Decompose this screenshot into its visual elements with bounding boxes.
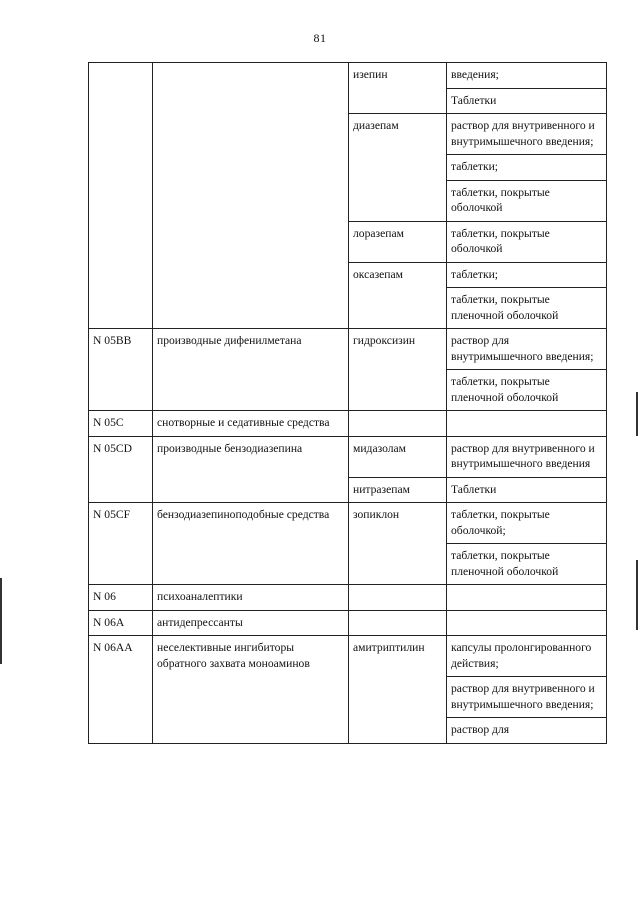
dosage-form-cell-text: раствор для внутримышечного введения; (451, 334, 594, 363)
dosage-form-cell-text: таблетки, покрытые оболочкой; (451, 508, 550, 537)
group-name-cell-text: неселективные ингибиторы обратного захвата моноаминов (157, 641, 310, 670)
drug-name-cell-text: оксазепам (353, 267, 403, 281)
table-row (89, 503, 607, 544)
table-row (89, 411, 607, 437)
dosage-form-cell (447, 63, 607, 89)
group-name-cell-text: производные дифенилметана (157, 334, 302, 347)
atc-code-cell (89, 329, 153, 411)
dosage-form-cell-text: таблетки, покрытые оболочкой (451, 226, 550, 255)
group-name-cell-text: бензодиазепиноподобные средства (157, 508, 330, 521)
dosage-form-cell-text: раствор для внутривенного и внутримышечного введения; (451, 119, 595, 148)
dosage-form-cell-text: раствор для внутривенного и внутримышечного введения; (451, 682, 595, 711)
group-name-cell (153, 636, 349, 744)
dosage-form-cell-text: капсулы пролонгированного действия; (451, 641, 592, 670)
atc-code-cell-text: N 05CF (93, 508, 131, 521)
dosage-form-cell (447, 436, 607, 477)
dosage-form-cell (447, 88, 607, 114)
drug-name-cell-text: нитразепам (353, 482, 410, 496)
dosage-form-cell (447, 411, 607, 437)
group-name-cell (153, 411, 349, 437)
drug-name-cell (349, 63, 447, 114)
drug-name-cell (349, 477, 447, 503)
group-name-cell (153, 63, 349, 329)
atc-code-cell (89, 436, 153, 503)
drug-name-cell-text: зопиклон (353, 508, 400, 521)
dosage-form-cell (447, 718, 607, 744)
scan-edge-mark (636, 560, 638, 630)
drug-name-cell (349, 503, 447, 585)
group-name-cell (153, 436, 349, 503)
table-row (89, 329, 607, 370)
dosage-form-cell (447, 180, 607, 221)
atc-code-cell (89, 636, 153, 744)
atc-code-cell-text: N 06 (93, 590, 116, 603)
dosage-form-cell-text: Таблетки (451, 93, 497, 107)
table-row (89, 585, 607, 611)
drug-name-cell (349, 411, 447, 437)
dosage-form-cell (447, 585, 607, 611)
dosage-form-cell-text: таблетки; (451, 267, 499, 281)
atc-code-cell-text: N 06AA (93, 641, 133, 654)
dosage-form-cell-text: таблетки, покрытые пленочной оболочкой (451, 293, 559, 322)
atc-code-cell-text: N 06A (93, 615, 125, 629)
atc-code-cell-text: N 05BB (93, 334, 132, 347)
atc-code-cell (89, 63, 153, 329)
atc-code-cell (89, 610, 153, 636)
dosage-form-cell (447, 503, 607, 544)
dosage-form-cell (447, 155, 607, 181)
table-row (89, 63, 607, 89)
dosage-form-cell (447, 114, 607, 155)
scan-edge-mark (636, 392, 638, 436)
dosage-form-cell-text: раствор для внутривенного и внутримышечного введения (451, 441, 595, 470)
group-name-cell (153, 503, 349, 585)
atc-code-cell-text: N 05C (93, 416, 124, 429)
atc-code-cell-text: N 05CD (93, 441, 132, 455)
drug-name-cell-text: мидазолам (353, 441, 407, 455)
drug-name-cell (349, 114, 447, 222)
medication-table-body (89, 63, 607, 744)
drug-name-cell-text: амитриптилин (353, 641, 425, 654)
group-name-cell (153, 610, 349, 636)
dosage-form-cell (447, 288, 607, 329)
scan-edge-mark (0, 578, 2, 664)
dosage-form-cell-text: Таблетки (451, 482, 497, 496)
dosage-form-cell (447, 329, 607, 370)
dosage-form-cell (447, 221, 607, 262)
dosage-form-cell-text: таблетки, покрытые пленочной оболочкой (451, 549, 559, 578)
page-number: 81 (313, 31, 327, 45)
group-name-cell-text: производные бензодиазепина (157, 441, 303, 455)
dosage-form-cell (447, 677, 607, 718)
dosage-form-cell-text: введения; (451, 68, 499, 81)
dosage-form-cell (447, 610, 607, 636)
dosage-form-cell-text: таблетки, покрытые пленочной оболочкой (451, 375, 559, 404)
atc-code-cell (89, 585, 153, 611)
dosage-form-cell (447, 477, 607, 503)
drug-name-cell (349, 585, 447, 611)
drug-name-cell (349, 262, 447, 329)
group-name-cell (153, 585, 349, 611)
group-name-cell-text: снотворные и седативные средства (157, 416, 330, 429)
drug-name-cell-text: гидроксизин (353, 334, 416, 347)
dosage-form-cell-text: раствор для (451, 723, 510, 736)
drug-name-cell-text: лоразепам (353, 226, 404, 240)
drug-name-cell (349, 221, 447, 262)
drug-name-cell (349, 436, 447, 477)
drug-name-cell-text: изепин (353, 68, 388, 81)
group-name-cell-text: психоаналептики (157, 590, 243, 603)
drug-name-cell-text: диазепам (353, 119, 399, 132)
group-name-cell-text: антидепрессанты (157, 615, 243, 629)
dosage-form-cell (447, 370, 607, 411)
dosage-form-cell (447, 262, 607, 288)
dosage-form-cell-text: таблетки; (451, 160, 499, 173)
dosage-form-cell (447, 544, 607, 585)
medication-table (88, 62, 607, 744)
dosage-form-cell (447, 636, 607, 677)
dosage-form-cell-text: таблетки, покрытые оболочкой (451, 185, 550, 214)
table-row (89, 636, 607, 677)
drug-name-cell (349, 636, 447, 744)
table-row (89, 436, 607, 477)
drug-name-cell (349, 610, 447, 636)
group-name-cell (153, 329, 349, 411)
table-row (89, 610, 607, 636)
drug-name-cell (349, 329, 447, 411)
atc-code-cell (89, 503, 153, 585)
atc-code-cell (89, 411, 153, 437)
